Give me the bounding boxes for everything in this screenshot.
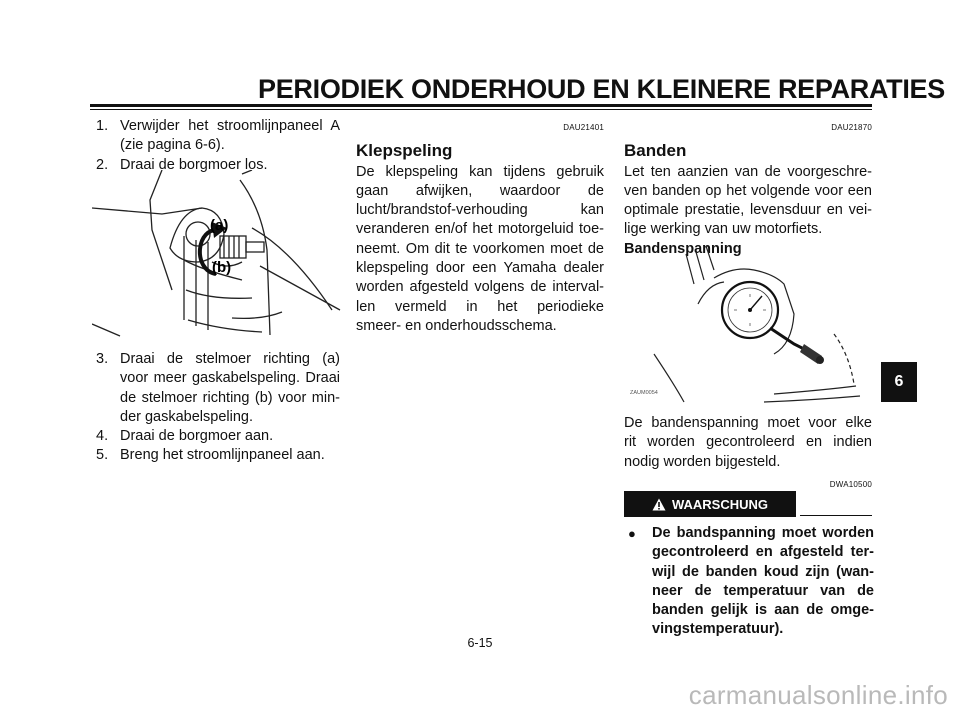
step-line: de stelmoer richting (b) voor min- [120, 389, 340, 406]
body-line: smeer- en onderhoudsschema. [356, 317, 557, 334]
body-line: lucht/brandstof-verhouding kan [356, 202, 604, 219]
right-column [624, 118, 872, 259]
step-number: 3. [96, 351, 109, 367]
warning-line: gecontroleerd en afgesteld ter- [652, 544, 874, 561]
body-line: optimale prestatie, levensduur en vei- [624, 202, 872, 219]
step-4 [96, 427, 340, 446]
body-line: klepspeling door een Yamaha dealer [356, 260, 604, 277]
page-header-title: PERIODIEK ONDERHOUD EN KLEINERE REPARATIES [258, 74, 945, 104]
chapter-tab: 6 [881, 362, 917, 402]
warning-label: WAARSCHUNG [671, 496, 769, 512]
body-line: Let ten aanzien van de voorgeschre- [624, 163, 872, 180]
body-line: De bandenspanning moet voor elke [624, 415, 872, 431]
step-number: 1. [96, 118, 109, 134]
figure-label-a: (a) [210, 217, 229, 234]
warning-bullet [628, 524, 874, 640]
warning-label-box [624, 491, 796, 517]
step-3 [96, 350, 340, 427]
step-number: 4. [96, 428, 109, 445]
warning-banner [624, 491, 872, 517]
page-number: 6-15 [467, 636, 493, 650]
body-line: len vermeld in het periodieke [356, 298, 604, 315]
figure-label-b: (b) [212, 259, 232, 276]
warning-line: banden gelijk is aan de omge- [652, 602, 874, 619]
body-line: rit worden gecontroleerd en indien [624, 434, 872, 451]
body-line: worden afgesteld volgens de interval- [356, 279, 604, 296]
step-line: Verwijder het stroomlijnpaneel A [120, 118, 340, 134]
section-heading-banden: Banden [624, 141, 687, 161]
warning-line: vingstemperatuur). [652, 621, 784, 638]
header-rule-thin [90, 109, 872, 110]
figure-code: ZAUM0054 [630, 390, 658, 396]
step-5 [96, 446, 340, 465]
step-line: Draai de borgmoer aan. [120, 428, 274, 445]
body-line: gaan afwijken, waardoor de [356, 182, 604, 199]
header-rule [90, 104, 872, 107]
step-number: 5. [96, 447, 109, 464]
warning-line: neer de temperatuur van de [652, 582, 874, 599]
body-line: De klepspeling kan tijdens gebruik [356, 163, 604, 180]
throttle-cable-figure [92, 170, 342, 342]
step-1 [96, 117, 340, 156]
warning-code: DWA10500 [829, 480, 872, 489]
left-column-steps-bottom [96, 350, 340, 466]
section-heading-klepspeling: Klepspeling [356, 141, 453, 161]
subheading-bandenspanning: Bandenspanning [624, 240, 742, 257]
step-line: Breng het stroomlijnpaneel aan. [120, 447, 325, 464]
step-number: 2. [96, 156, 109, 173]
middle-column [356, 118, 604, 336]
step-line: (zie pagina 6-6). [120, 137, 225, 154]
warning-line: De bandspanning moet worden [652, 525, 874, 541]
tire-check-paragraph [624, 414, 872, 472]
warning-rule [800, 515, 872, 516]
tire-pressure-gauge-figure [624, 244, 872, 408]
section-code: DAU21401 [563, 123, 604, 132]
warning-triangle-icon [652, 498, 666, 511]
body-line: ven banden op het volgende voor een [624, 182, 872, 199]
body-line: neemt. Om dit te voorkomen moet de [356, 240, 604, 257]
section-code: DAU21870 [831, 123, 872, 132]
warning-line: wijl de banden koud zijn (wan- [652, 563, 874, 580]
bullet-icon: ● [628, 526, 636, 541]
step-line: der gaskabelspeling. [120, 408, 254, 425]
body-line: nodig worden bijgesteld. [624, 453, 781, 470]
body-line: veranderen en/of het motorgeluid toe- [356, 221, 604, 238]
body-line: lige werking van uw motorfiets. [624, 221, 823, 238]
left-column-steps-top [96, 117, 340, 175]
step-line: voor meer gaskabelspeling. Draai [120, 370, 340, 387]
watermark: carmanualsonline.info [688, 680, 948, 710]
step-line: Draai de stelmoer richting (a) [120, 351, 340, 367]
step-line: Draai de borgmoer los. [120, 156, 268, 173]
